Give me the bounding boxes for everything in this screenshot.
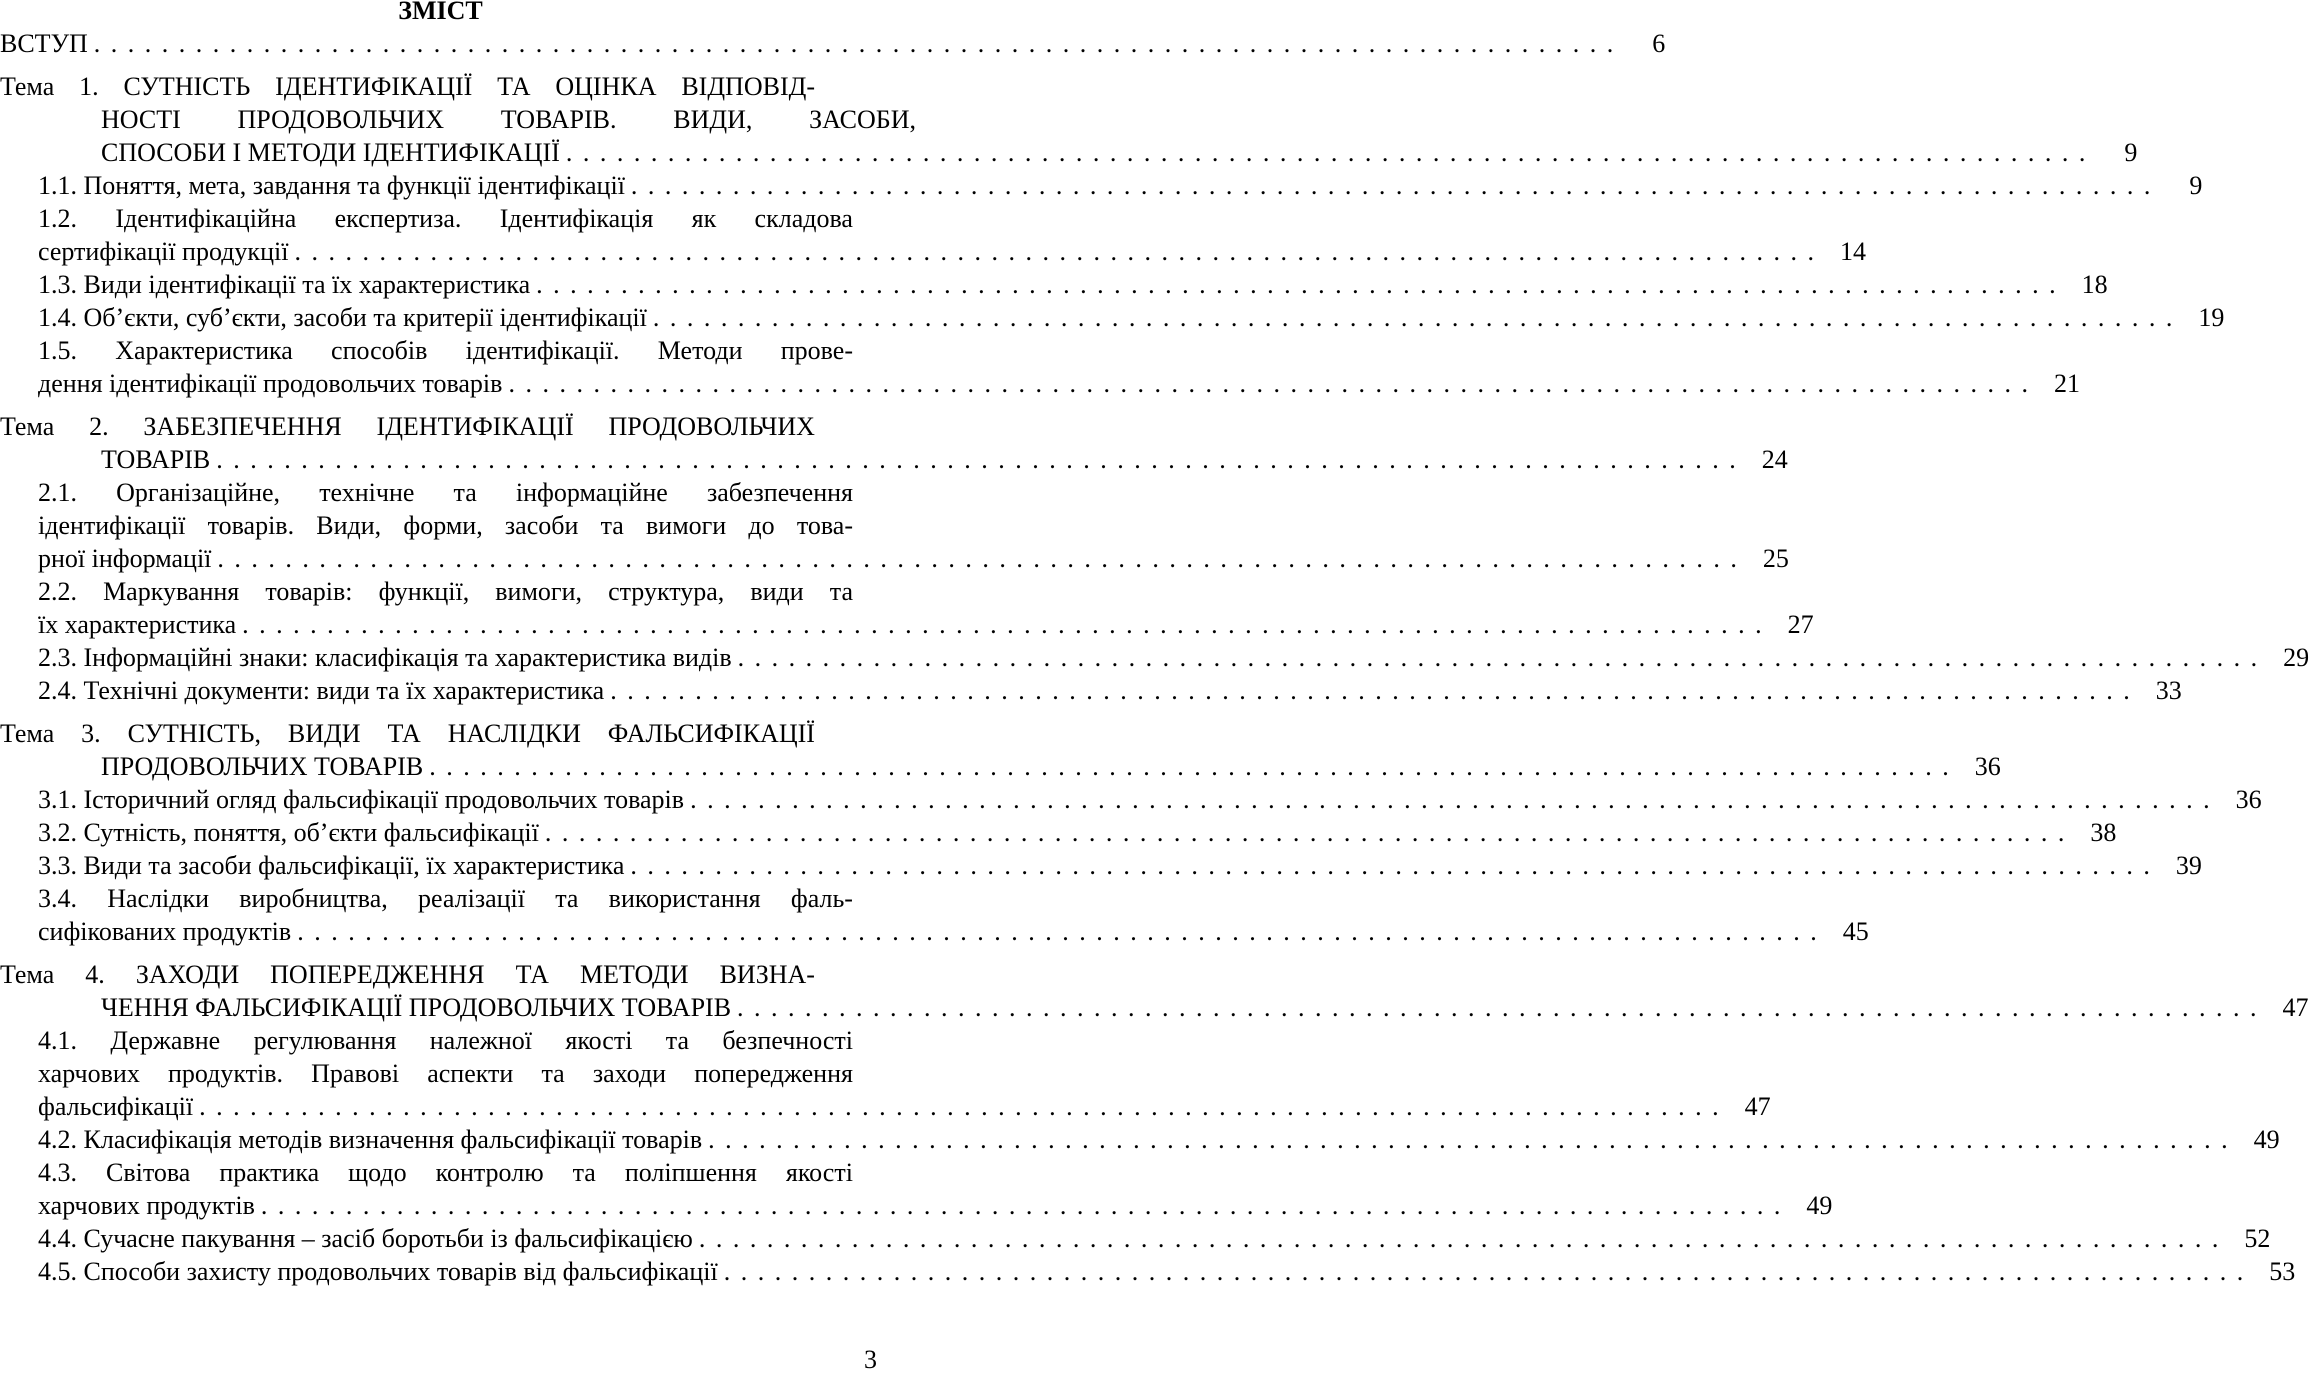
toc-subentry[interactable] xyxy=(0,334,2080,400)
dot-leader xyxy=(738,641,2258,674)
toc-page-number: 27 xyxy=(1787,610,1814,639)
toc-subentry[interactable] xyxy=(0,1222,2271,1255)
toc-entry-text: 4.5. Способи захисту продовольчих товарів від фальсифікації xyxy=(38,1257,718,1286)
toc-page-number: 49 xyxy=(1806,1191,1833,1220)
toc-entry-text: рної інформації xyxy=(38,544,212,573)
toc-page-number: 25 xyxy=(1762,544,1789,573)
toc-entry[interactable] xyxy=(0,70,2138,169)
dot-leader xyxy=(217,542,1737,575)
toc-entry-text: 4.3. Світова практика щодо контролю та поліпшення якості xyxy=(38,1158,853,1187)
toc-entry-text: сертифікації продукції xyxy=(38,237,289,266)
toc-subentry[interactable] xyxy=(0,169,2203,202)
toc-entry-text: 2.1. Організаційне, технічне та інформаційне забезпечення xyxy=(38,478,853,507)
dot-leader xyxy=(708,1123,2228,1156)
toc-subentry[interactable] xyxy=(0,641,2309,674)
dot-leader xyxy=(653,301,2173,334)
toc-entry-text: Тема 4. ЗАХОДИ ПОПЕРЕДЖЕННЯ ТА МЕТОДИ ВИЗНА- xyxy=(0,960,815,989)
toc-page-number: 47 xyxy=(2282,993,2309,1022)
dot-leader xyxy=(199,1090,1719,1123)
dot-leader xyxy=(242,608,1762,641)
toc-page-number: 47 xyxy=(1744,1092,1771,1121)
dot-leader xyxy=(545,816,2065,849)
toc-entry-text: Тема 2. ЗАБЕЗПЕЧЕННЯ ІДЕНТИФІКАЦІЇ ПРОДОВОЛЬЧИХ xyxy=(0,412,815,441)
toc-entry-text: їх характеристика xyxy=(38,610,237,639)
toc-subentry[interactable] xyxy=(0,476,1789,575)
dot-leader xyxy=(536,268,2056,301)
toc-entry-text: 1.2. Ідентифікаційна експертиза. Ідентифікація як складова xyxy=(38,204,853,233)
toc-entry-text: ТОВАРІВ xyxy=(101,445,211,474)
dot-leader xyxy=(261,1189,1781,1222)
toc-subentry[interactable] xyxy=(0,783,2262,816)
toc-subentry[interactable] xyxy=(0,1024,1771,1123)
page-title: ЗМІСТ xyxy=(398,0,483,25)
toc-page-number: 45 xyxy=(1842,917,1869,946)
toc-entry-text: 1.5. Характеристика способів ідентифікації. Методи прове- xyxy=(38,336,853,365)
toc-entry-text: 4.1. Державне регулювання належної якості та безпечності xyxy=(38,1026,853,1055)
dot-leader xyxy=(630,849,2150,882)
toc-entry-text: 2.3. Інформаційні знаки: класифікація та характеристика видів xyxy=(38,643,732,672)
toc-subentry[interactable] xyxy=(0,674,2182,707)
dot-leader xyxy=(631,169,2151,202)
section-gap xyxy=(0,60,881,70)
toc-subentry[interactable] xyxy=(0,1255,2296,1288)
dot-leader xyxy=(610,674,2130,707)
toc-subentry[interactable] xyxy=(0,882,1869,948)
section-gap xyxy=(0,400,881,410)
toc-subentry[interactable] xyxy=(0,849,2202,882)
toc-page-number: 53 xyxy=(2269,1257,2296,1286)
toc-entry-text: дення ідентифікації продовольчих товарів xyxy=(38,369,503,398)
toc-entry-text: 4.2. Класифікація методів визначення фальсифікації товарів xyxy=(38,1125,703,1154)
toc-page-number: 21 xyxy=(2053,369,2080,398)
dot-leader xyxy=(690,783,2210,816)
toc-page-number: 6 xyxy=(1652,29,1666,58)
toc-page-number: 39 xyxy=(2175,851,2202,880)
toc-entry-text: 2.4. Технічні документи: види та їх характеристика xyxy=(38,676,605,705)
toc-entry[interactable] xyxy=(0,958,2309,1024)
toc-page-number: 52 xyxy=(2244,1224,2271,1253)
dot-leader xyxy=(297,915,1817,948)
dot-leader xyxy=(737,991,2257,1024)
toc-entry[interactable] xyxy=(0,410,1788,476)
toc-entry-text: НОСТІ ПРОДОВОЛЬЧИХ ТОВАРІВ. ВИДИ, ЗАСОБИ, xyxy=(101,105,916,134)
toc-entry-text: сифікованих продуктів xyxy=(38,917,292,946)
toc-page-number: 29 xyxy=(2283,643,2309,672)
toc-page-number: 49 xyxy=(2253,1125,2280,1154)
dot-leader xyxy=(294,235,1814,268)
toc-page-number: 36 xyxy=(2235,785,2262,814)
toc-entry-text: 1.1. Поняття, мета, завдання та функції ідентифікації xyxy=(38,171,625,200)
toc-page-number: 24 xyxy=(1761,445,1788,474)
toc-entry-text: СПОСОБИ І МЕТОДИ ІДЕНТИФІКАЦІЇ xyxy=(101,138,560,167)
toc-entry-text: 3.2. Сутність, поняття, об’єкти фальсифікації xyxy=(38,818,539,847)
toc-entry-text: ПРОДОВОЛЬЧИХ ТОВАРІВ xyxy=(101,752,424,781)
toc-entry-text: ЧЕННЯ ФАЛЬСИФІКАЦІЇ ПРОДОВОЛЬЧИХ ТОВАРІВ xyxy=(101,993,732,1022)
toc-page-number: 36 xyxy=(1974,752,2001,781)
toc-entry-text: 1.3. Види ідентифікації та їх характеристика xyxy=(38,270,531,299)
toc-subentry[interactable] xyxy=(0,301,2225,334)
toc-entry-text: 3.3. Види та засоби фальсифікації, їх характеристика xyxy=(38,851,625,880)
toc-entry-text: ідентифікації товарів. Види, форми, засоби та вимоги до това- xyxy=(38,511,853,540)
table-of-contents xyxy=(0,27,2309,1288)
toc-subentry[interactable] xyxy=(0,575,1814,641)
section-gap xyxy=(0,948,881,958)
page-number: 3 xyxy=(864,1345,877,1374)
toc-subentry[interactable] xyxy=(0,268,2108,301)
toc-page-number: 9 xyxy=(2189,171,2203,200)
section-gap xyxy=(0,707,881,717)
dot-leader xyxy=(94,27,1614,60)
toc-page-number: 33 xyxy=(2155,676,2182,705)
toc-page-number: 9 xyxy=(2124,138,2138,167)
toc-entry-text: 3.1. Історичний огляд фальсифікації продовольчих товарів xyxy=(38,785,685,814)
dot-leader xyxy=(724,1255,2244,1288)
dot-leader xyxy=(429,750,1949,783)
toc-entry-text: харчових продуктів xyxy=(38,1191,255,1220)
toc-page-number: 14 xyxy=(1839,237,1866,266)
toc-entry-text: харчових продуктів. Правові аспекти та заходи попередження xyxy=(38,1059,853,1088)
toc-subentry[interactable] xyxy=(0,1156,1833,1222)
dot-leader xyxy=(216,443,1736,476)
toc-entry[interactable] xyxy=(0,717,2001,783)
toc-entry-text: фальсифікації xyxy=(38,1092,194,1121)
toc-subentry[interactable] xyxy=(0,202,1866,268)
dot-leader xyxy=(508,367,2028,400)
dot-leader xyxy=(566,136,2086,169)
toc-entry-text: Тема 3. СУТНІСТЬ, ВИДИ ТА НАСЛІДКИ ФАЛЬСИФІКАЦІЇ xyxy=(0,719,815,748)
toc-subentry[interactable] xyxy=(0,1123,2280,1156)
toc-entry-text: Тема 1. СУТНІСТЬ ІДЕНТИФІКАЦІЇ ТА ОЦІНКА ВІДПОВІД- xyxy=(0,72,815,101)
toc-page-number: 18 xyxy=(2081,270,2108,299)
toc-subentry[interactable] xyxy=(0,816,2117,849)
toc-page-number: 19 xyxy=(2198,303,2225,332)
dot-leader xyxy=(699,1222,2219,1255)
toc-entry[interactable] xyxy=(0,27,1666,60)
toc-entry-text: 2.2. Маркування товарів: функції, вимоги, структура, види та xyxy=(38,577,853,606)
toc-entry-text: ВСТУП xyxy=(0,29,88,58)
toc-entry-text: 1.4. Об’єкти, суб’єкти, засоби та критерії ідентифікації xyxy=(38,303,647,332)
toc-page-number: 38 xyxy=(2090,818,2117,847)
toc-entry-text: 3.4. Наслідки виробництва, реалізації та використання фаль- xyxy=(38,884,853,913)
toc-entry-text: 4.4. Сучасне пакування – засіб боротьби із фальсифікацією xyxy=(38,1224,693,1253)
